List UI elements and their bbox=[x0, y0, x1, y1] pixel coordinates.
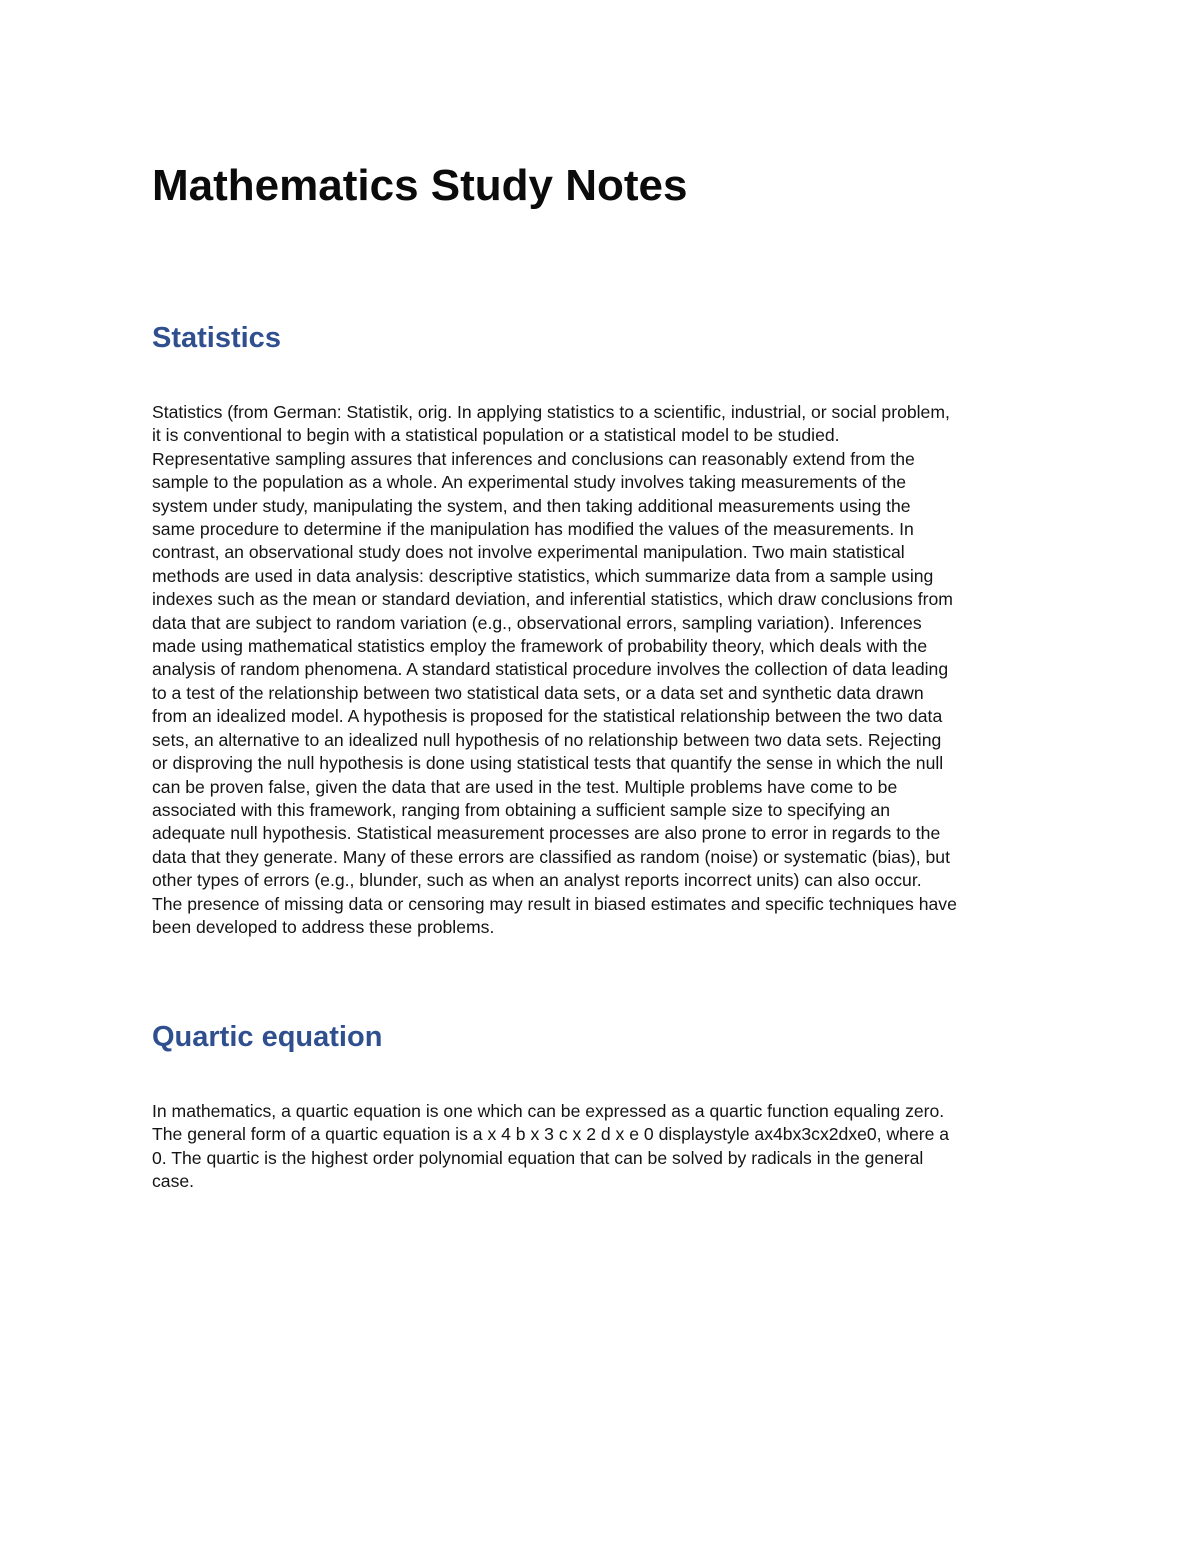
paragraph-line: data that they generate. Many of these errors are classified as random (noise) or systematic (bias), but bbox=[152, 846, 950, 867]
paragraph-line: associated with this framework, ranging from obtaining a sufficient sample size to specifying an bbox=[152, 799, 891, 820]
paragraph-line: sample to the population as a whole. An experimental study involves taking measurements of the bbox=[152, 472, 907, 493]
statistics-paragraph bbox=[152, 401, 1052, 939]
paragraph-line: 0. The quartic is the highest order polynomial equation that can be solved by radicals in the general bbox=[152, 1147, 924, 1168]
paragraph-line: to a test of the relationship between two statistical data sets, or a data set and synthetic data drawn bbox=[152, 682, 924, 703]
paragraph-line: case. bbox=[152, 1171, 195, 1192]
paragraph-line: or disproving the null hypothesis is done using statistical tests that quantify the sense in which the null bbox=[152, 753, 944, 774]
paragraph-line: contrast, an observational study does not involve experimental manipulation. Two main statistical bbox=[152, 542, 905, 563]
section-heading-quartic-equation: Quartic equation bbox=[152, 1021, 383, 1053]
paragraph-line: other types of errors (e.g., blunder, such as when an analyst reports incorrect units) can also occur. bbox=[152, 870, 922, 891]
paragraph-line: analysis of random phenomena. A standard statistical procedure involves the collection of data leading bbox=[152, 659, 949, 680]
paragraph-line: made using mathematical statistics employ the framework of probability theory, which deals with the bbox=[152, 636, 928, 657]
paragraph-line: it is conventional to begin with a statistical population or a statistical model to be studied. bbox=[152, 425, 840, 446]
paragraph-line: methods are used in data analysis: descriptive statistics, which summarize data from a sample using bbox=[152, 565, 934, 586]
paragraph-line: system under study, manipulating the system, and then taking additional measurements using the bbox=[152, 495, 911, 516]
paragraph-line: data that are subject to random variation (e.g., observational errors, sampling variation). Inferences bbox=[152, 612, 922, 633]
paragraph-line: from an idealized model. A hypothesis is proposed for the statistical relationship between the two data bbox=[152, 706, 943, 727]
paragraph-line: The presence of missing data or censoring may result in biased estimates and specific techniques have bbox=[152, 893, 957, 914]
section-heading-statistics: Statistics bbox=[152, 322, 281, 354]
paragraph-line: can be proven false, given the data that are used in the test. Multiple problems have come to be bbox=[152, 776, 898, 797]
quartic-equation-paragraph bbox=[152, 1100, 1052, 1194]
paragraph-line: The general form of a quartic equation is a x 4 b x 3 c x 2 d x e 0 displaystyle ax4bx3cx2dxe0, where a bbox=[152, 1124, 950, 1145]
paragraph-line: adequate null hypothesis. Statistical measurement processes are also prone to error in regards to the bbox=[152, 823, 941, 844]
paragraph-line: In mathematics, a quartic equation is one which can be expressed as a quartic function equaling zero. bbox=[152, 1101, 945, 1121]
document-title: Mathematics Study Notes bbox=[152, 161, 688, 210]
paragraph-line: sets, an alternative to an idealized null hypothesis of no relationship between two data sets. Rejecting bbox=[152, 729, 942, 750]
paragraph-line: Statistics (from German: Statistik, orig. In applying statistics to a scientific, industrial, or social problem, bbox=[152, 402, 950, 422]
paragraph-line: indexes such as the mean or standard deviation, and inferential statistics, which draw conclusions from bbox=[152, 589, 953, 610]
paragraph-line: been developed to address these problems. bbox=[152, 916, 495, 937]
paragraph-line: Representative sampling assures that inferences and conclusions can reasonably extend from the bbox=[152, 448, 915, 469]
paragraph-line: same procedure to determine if the manipulation has modified the values of the measurements. In bbox=[152, 519, 914, 540]
